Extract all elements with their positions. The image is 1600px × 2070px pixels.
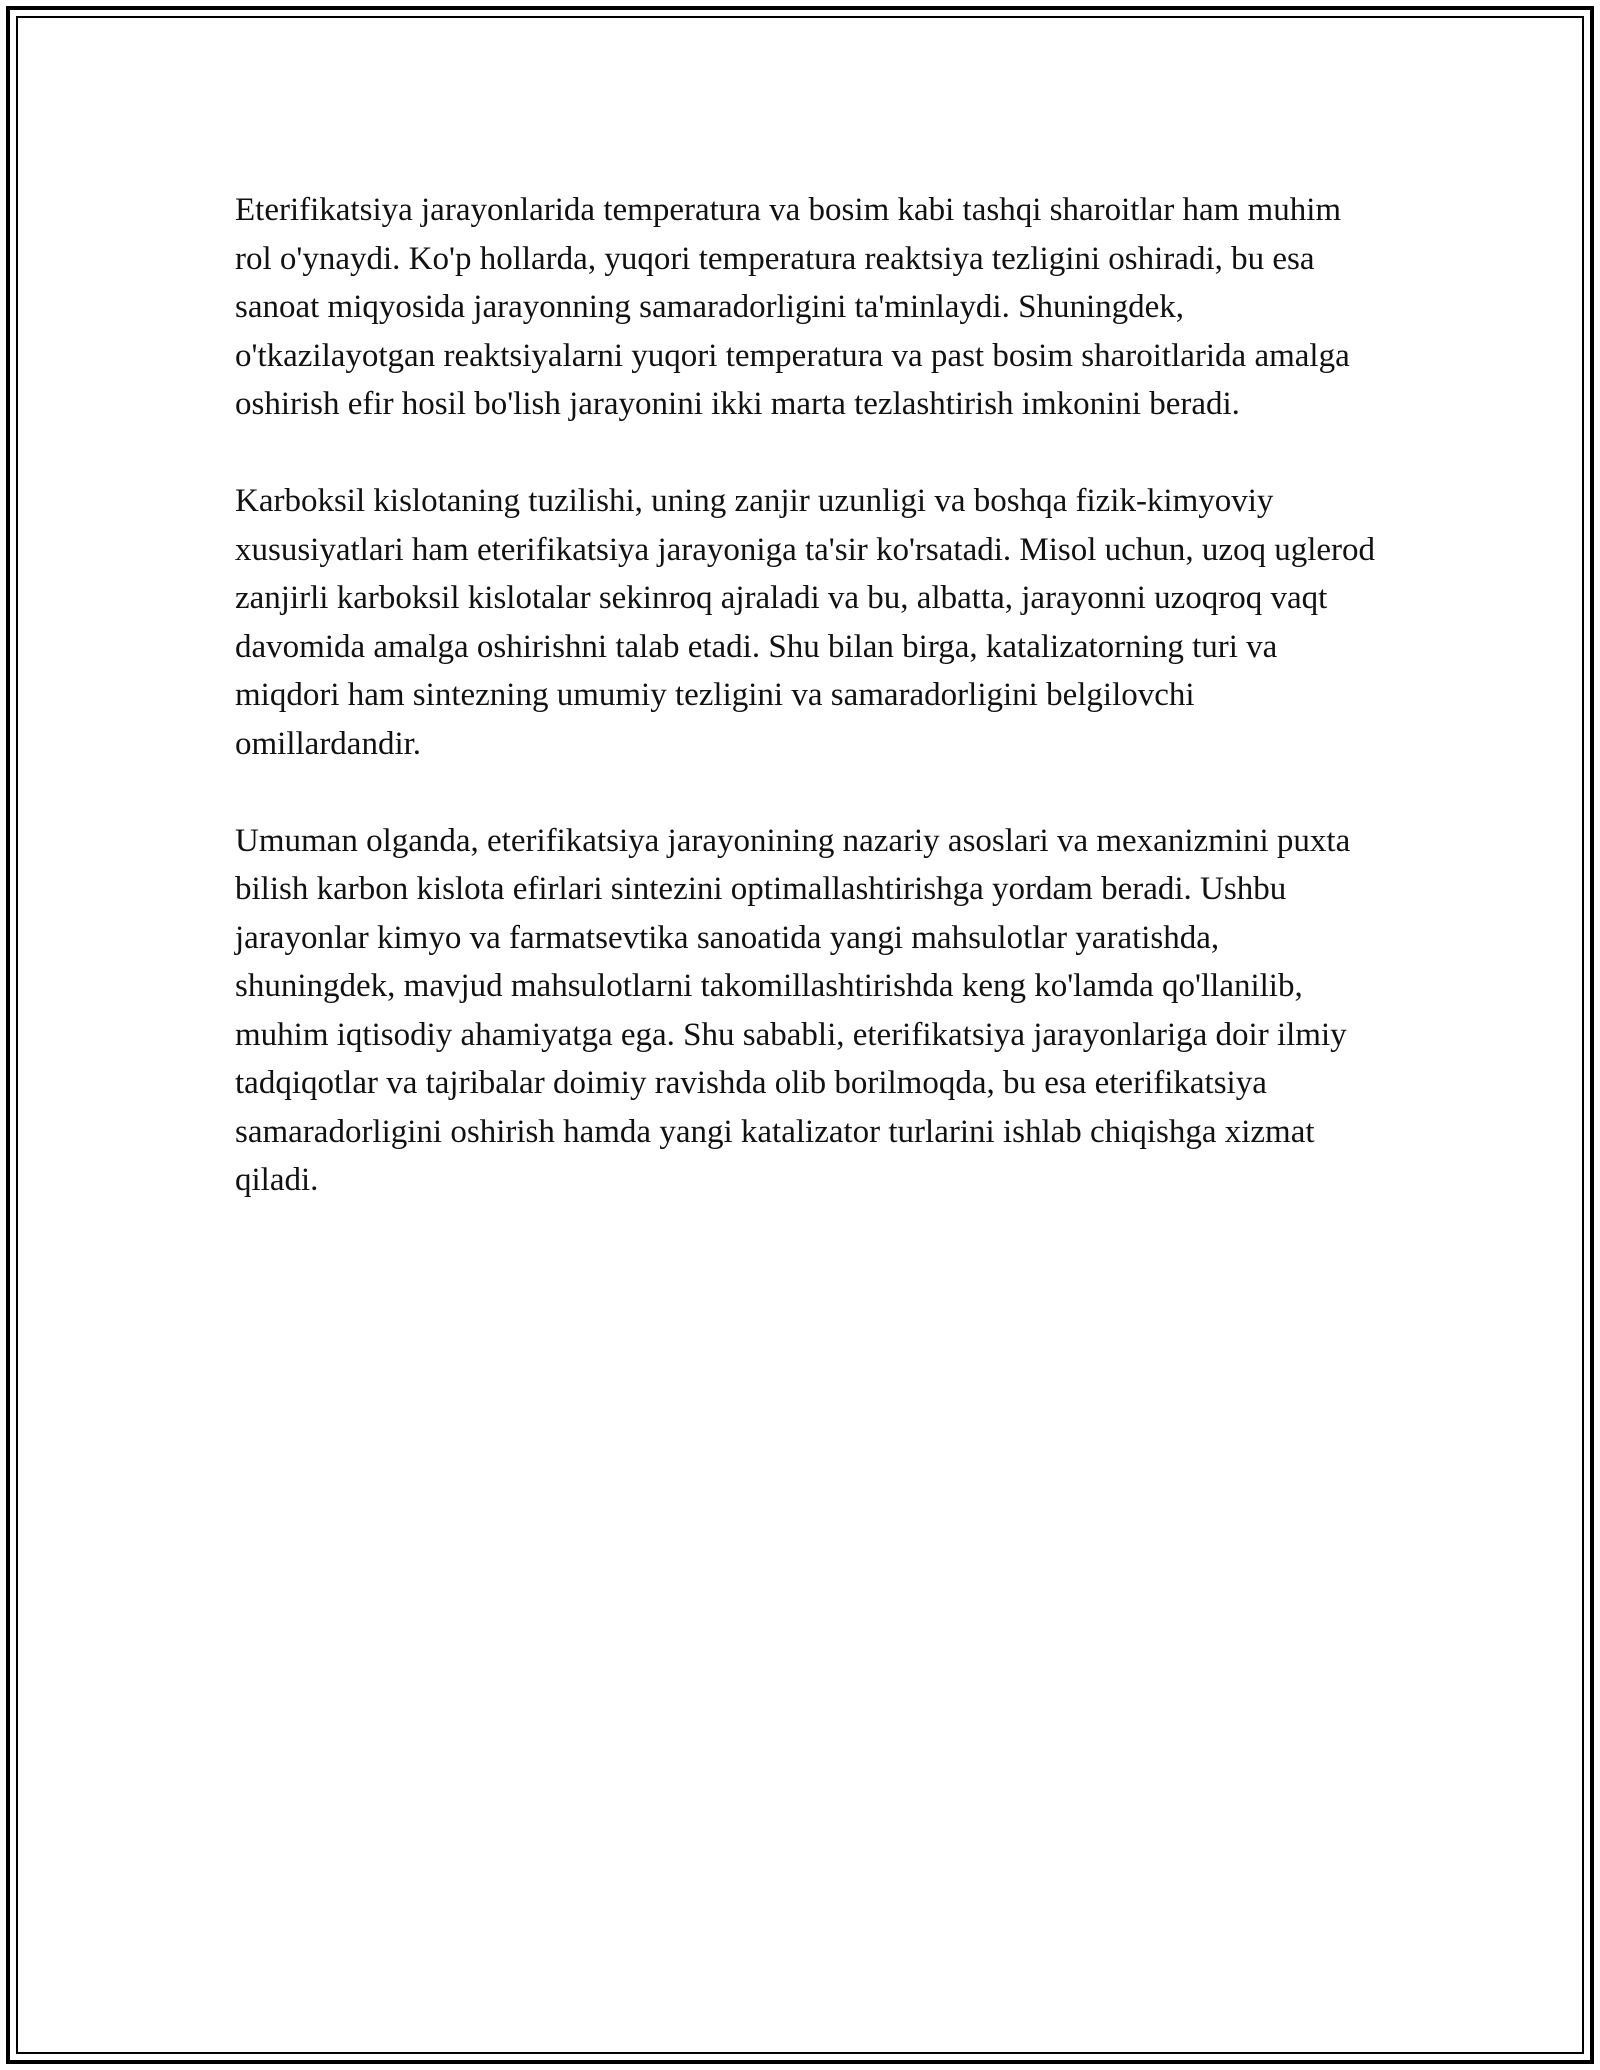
paragraph-1: Eterifikatsiya jarayonlarida temperatura va bosim kabi tashqi sharoitlar ham muhim rol o'ynaydi. Ko'p hollarda, yuqori temperatura reaktsiya tezligini oshiradi, bu esa sanoat miqyosida jarayonning samaradorligini ta'minlaydi. Shuningdek, o'tkazilayotgan reaktsiyalarni yuqori temperatura va past bosim sharoitlarida amalga oshirish efir hosil bo'lish jarayonini ikki marta tezlashtirish imkonini beradi. — [235, 192, 1350, 422]
paragraph-2: Karboksil kislotaning tuzilishi, uning zanjir uzunligi va boshqa fizik-kimyoviy xususiyatlari ham eterifikatsiya jarayoniga ta'sir ko'rsatadi. Misol uchun, uzoq uglerod zanjirli karboksil kislotalar sekinroq ajraladi va bu, albatta, jarayonni uzoqroq vaqt davomida amalga oshirishni talab etadi. Shu bilan birga, katalizatorning turi va miqdori ham sintezning umumiy tezligini va samaradorligini belgilovchi omillardandir. — [235, 483, 1376, 762]
document-body — [235, 186, 1375, 1253]
paragraph-3: Umuman olganda, eterifikatsiya jarayonining nazariy asoslari va mexanizmini puxta bilish karbon kislota efirlari sintezini optimallashtirishga yordam beradi. Ushbu jarayonlar kimyo va farmatsevtika sanoatida yangi mahsulotlar yaratishda, shuningdek, mavjud mahsulotlarni takomillashtirishda keng ko'lamda qo'llanilib, muhim iqtisodiy ahamiyatga ega. Shu sababli, eterifikatsiya jarayonlariga doir ilmiy tadqiqotlar va tajribalar doimiy ravishda olib borilmoqda, bu esa eterifikatsiya samaradorligini oshirish hamda yangi katalizator turlarini ishlab chiqishga xizmat qiladi. — [235, 822, 1351, 1198]
